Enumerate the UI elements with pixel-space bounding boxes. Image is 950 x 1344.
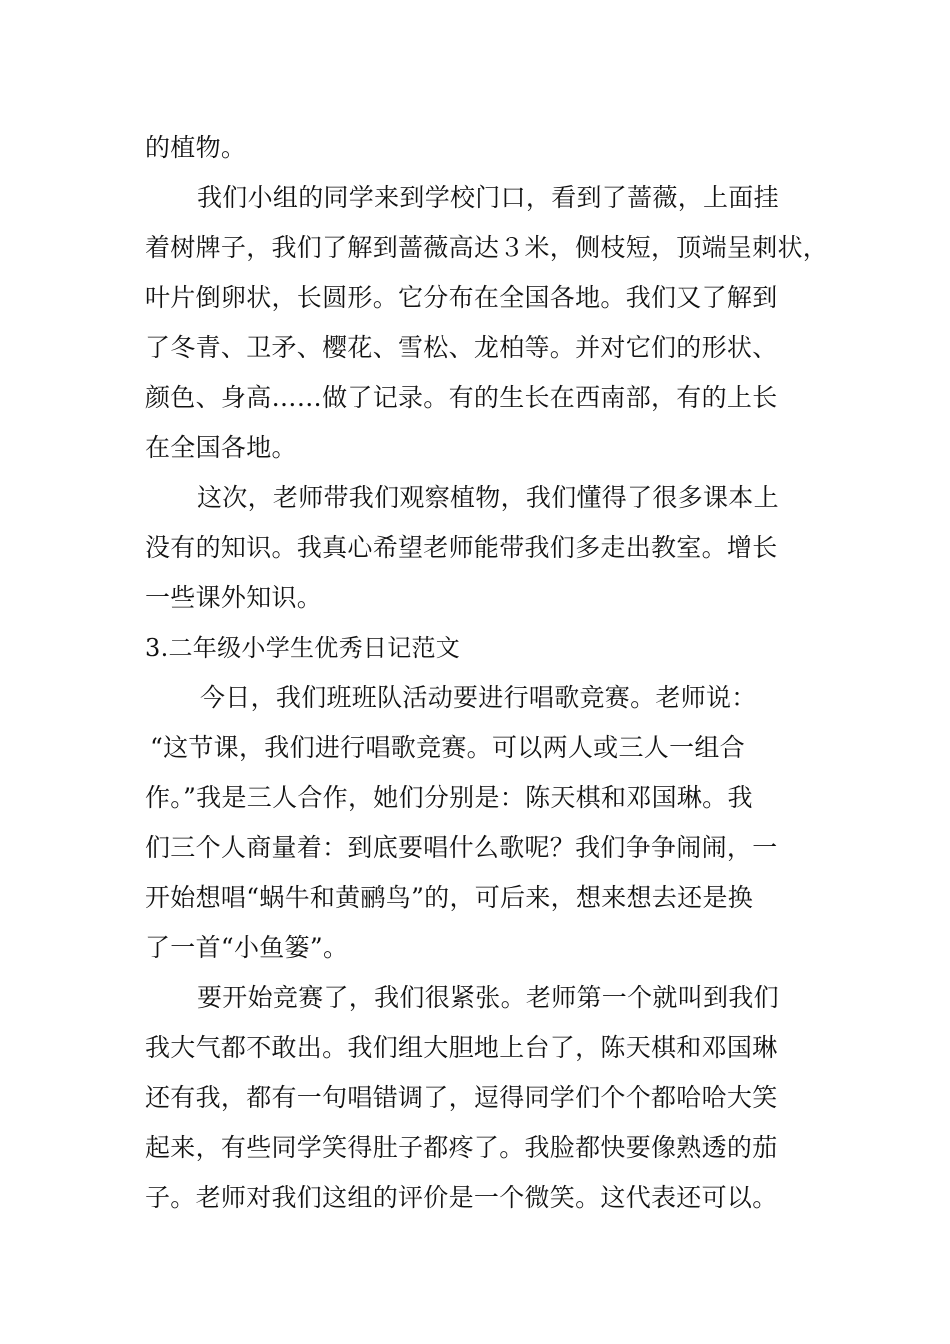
paragraph-line: 还有我，都有一句唱错调了，逗得同学们个个都哈哈大笑 (145, 1083, 778, 1112)
paragraph-line: 了一首“小鱼篓”。 (145, 933, 349, 962)
paragraph-line: 这次，老师带我们观察植物，我们懂得了很多课本上 (197, 483, 779, 512)
paragraph-line: 们三个人商量着：到底要唱什么歌呢？我们争争闹闹，一 (145, 833, 778, 862)
paragraph-line: 子。老师对我们这组的评价是一个微笑。这代表还可以。 (145, 1183, 778, 1212)
paragraph-line: 要开始竞赛了，我们很紧张。老师第一个就叫到我们 (197, 983, 779, 1012)
paragraph-line: 叶片倒卵状，长圆形。它分布在全国各地。我们又了解到 (145, 283, 778, 312)
paragraph-line: 开始想唱“蜗牛和黄鹂鸟”的，可后来，想来想去还是换 (145, 883, 754, 912)
section-heading: 3.二年级小学生优秀日记范文 (145, 634, 461, 662)
paragraph-line: “这节课，我们进行唱歌竞赛。可以两人或三人一组合 (150, 733, 745, 762)
paragraph-line: 今日，我们班班队活动要进行唱歌竞赛。老师说： (200, 683, 757, 712)
paragraph-line: 在全国各地。 (145, 433, 297, 462)
paragraph-line: 我大气都不敢出。我们组大胆地上台了，陈天棋和邓国琳 (145, 1033, 778, 1062)
paragraph-line: 了冬青、卫矛、樱花、雪松、龙柏等。并对它们的形状、 (145, 333, 778, 362)
paragraph-line: 我们小组的同学来到学校门口，看到了蔷薇，上面挂 (197, 183, 779, 212)
paragraph-line: 作。”我是三人合作，她们分别是：陈天棋和邓国琳。我 (145, 783, 753, 812)
paragraph-line: 的植物。 (145, 133, 247, 162)
paragraph-line: 着树牌子，我们了解到蔷薇高达３米，侧枝短，顶端呈刺状， (145, 233, 829, 262)
paragraph-line: 一些课外知识。 (145, 583, 323, 612)
paragraph-line: 颜色、身高……做了记录。有的生长在西南部，有的上长 (145, 383, 778, 412)
paragraph-line: 没有的知识。我真心希望老师能带我们多走出教室。增长 (145, 533, 778, 562)
paragraph-line: 起来，有些同学笑得肚子都疼了。我脸都快要像熟透的茄 (145, 1133, 778, 1162)
